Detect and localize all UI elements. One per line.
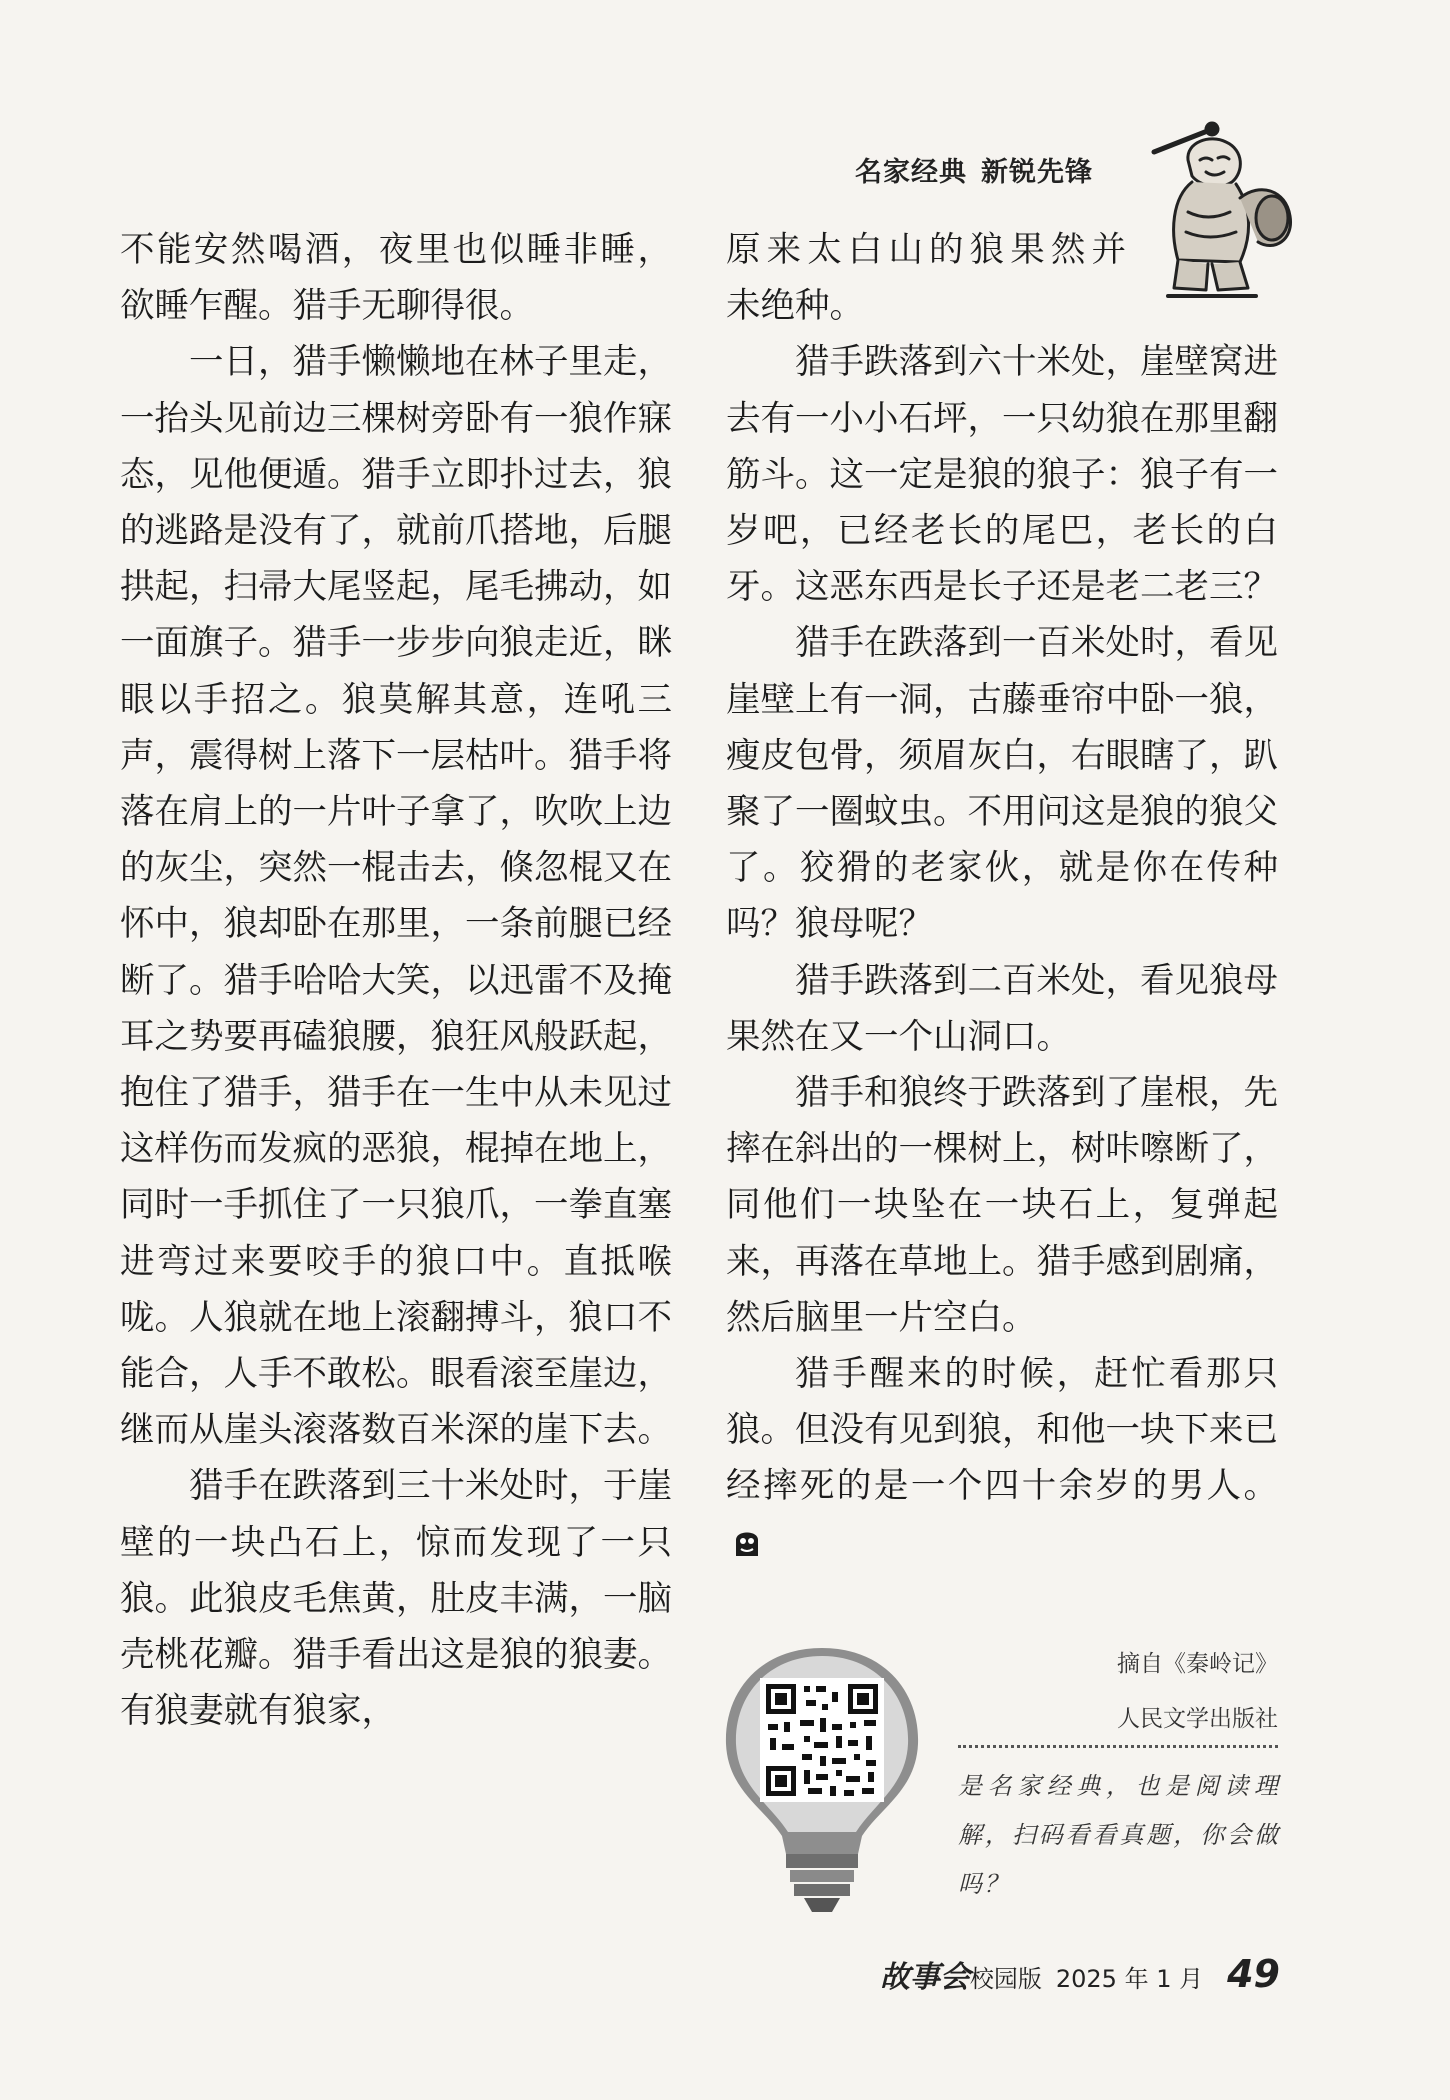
- paragraph-continuation-line-2: 未绝种。: [726, 286, 864, 327]
- paragraph: 猎手在跌落到三十米处时，于崖壁的一块凸石上，惊而发现了一只狼。此狼皮毛焦黄，肚皮丰满，一脑壳桃花瓣。猎手看出这是狼的狼妻。有狼妻就有狼家，: [120, 1466, 672, 1732]
- paragraph: 一日，猎手懒懒地在林子里走，一抬头见前边三棵树旁卧有一狼作寐态，见他便遁。猎手立即扑过去，狼的逃路是没有了，就前爪搭地，后腿拱起，扫帚大尾竖起，尾毛拂动，如一面旗子。猎手一步步向狼走近，眯眼以手招之。狼莫解其意，连吼三声，震得树上落下一层枯叶。猎手将落在肩上的一片叶子拿了，吹吹上边的灰尘，突然一棍击去，倏忽棍又在怀中，狼却卧在那里，一条前腿已经断了。猎手哈哈大笑，以迅雷不及掩耳之势要再磕狼腰，狼狂风般跃起，抱住了猎手，猎手在一生中从未见过这样伤而发疯的恶狼，棍掉在地上，同时一手抓住了一只狼爪，一拳直塞进弯过来要咬手的狼口中。直抵喉咙。人狼就在地上滚翻搏斗，狼口不能合，人手不敢松。眼看滚至崖边，继而从崖头滚落数百米深的崖下去。: [120, 342, 672, 1451]
- article-column-left: [120, 222, 672, 1739]
- page-number: 49: [1227, 1952, 1280, 1996]
- column-tag-1: 名家经典: [855, 157, 967, 188]
- dotted-divider: [958, 1745, 1278, 1748]
- source-excerpt: 摘自《秦岭记》: [1117, 1651, 1278, 1677]
- paragraph: 猎手和狼终于跌落到了崖根，先摔在斜出的一棵树上，树咔嚓断了，同他们一块坠在一块石上，复弹起来，再落在草地上。猎手感到剧痛，然后脑里一片空白。: [726, 1073, 1278, 1338]
- paragraph-continuation-line-2: 欲睡乍醒。猎手无聊得很。: [120, 286, 534, 327]
- paragraph-continuation-line-1: 不能安然喝酒，夜里也似睡非睡，: [120, 230, 672, 270]
- column-tag-2: 新锐先锋: [981, 157, 1093, 188]
- magazine-edition: 校园版: [969, 1965, 1042, 1993]
- article-column-right: [726, 222, 1278, 1571]
- paragraph: 猎手在跌落到一百米处时，看见崖壁上有一洞，古藤垂帘中卧一狼，瘦皮包骨，须眉灰白，右眼瞎了，趴聚了一圈蚊虫。不用问这是狼的狼父了。狡猾的老家伙，就是你在传种吗？狼母呢？: [726, 623, 1278, 945]
- paragraph-final: 猎手醒来的时候，赶忙看那只狼。但没有见到狼，和他一块下来已经摔死的是一个四十余岁的男人。: [726, 1354, 1278, 1507]
- qr-promo-text: 是名家经典，也是阅读理解，扫码看看真题，你会做吗？: [958, 1772, 1280, 1898]
- page-footer: [880, 1952, 1280, 1996]
- lightbulb-qr-code[interactable]: [720, 1640, 925, 1920]
- column-tag: [855, 150, 1093, 189]
- paragraph: 猎手跌落到二百米处，看见狼母果然在又一个山洞口。: [726, 960, 1278, 1057]
- end-mark-icon: [732, 1526, 762, 1558]
- issue-date: 2025 年 1 月: [1055, 1965, 1204, 1993]
- source-publisher: 人民文学出版社: [1117, 1706, 1278, 1732]
- paragraph-continuation-line-1: 原来太白山的狼果然并: [726, 230, 1126, 270]
- magazine-logo: 故事会: [879, 1960, 970, 1995]
- paragraph: 猎手跌落到六十米处，崖壁窝进去有一小小石坪，一只幼狼在那里翻筋斗。这一定是狼的狼子：狼子有一岁吧，已经老长的尾巴，老长的白牙。这恶东西是长子还是老二老三？: [726, 342, 1278, 608]
